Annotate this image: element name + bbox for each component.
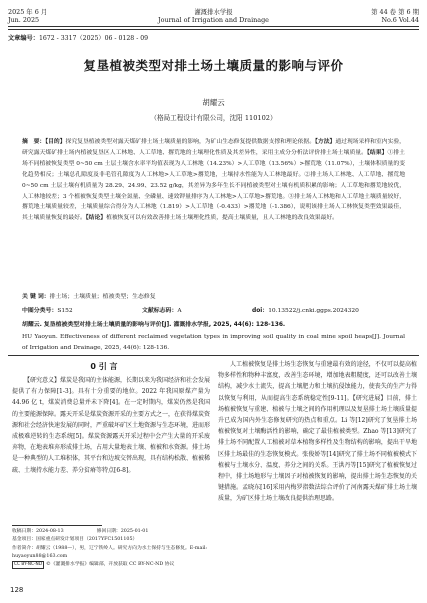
doi-label: doi： <box>252 308 269 314</box>
keywords-label: 关 键 词： <box>22 294 50 300</box>
citation-cn <box>22 320 405 331</box>
footnote-rule <box>12 525 102 526</box>
doc-code-label: 文献标志码： <box>142 308 178 314</box>
keywords-value: 排土场；土壤质量；植被类型；生态修复 <box>49 294 156 300</box>
keywords <box>22 291 405 300</box>
footnote-fund <box>12 536 212 544</box>
fund-label: 基金项目： <box>12 537 36 543</box>
journal-name-cn: 灌溉排水学报 <box>194 8 233 16</box>
revised-label: 修回日期： <box>96 529 121 534</box>
article-number-label: 文章编号： <box>8 35 39 42</box>
header-rule-thick <box>8 26 419 27</box>
doc-code-value: A <box>177 308 182 314</box>
fund-text: 国家重点研发计划项目（2017YFC1501105） <box>36 537 138 543</box>
citation-en: HU Yaoyun. Effectiveness of different reclaimed vegetation types in improving soil quality in coal mine spoil heaps[J]. Journal of Irrigation and Drainage, 2025, 44(6): 128-136. <box>22 334 405 351</box>
header-right <box>371 8 419 24</box>
classification-line <box>22 305 405 314</box>
clc-label: 中图分类号： <box>22 308 58 314</box>
clc-value: S152 <box>57 308 73 314</box>
intro-paragraph-right: 人工植被恢复是排土场生态恢复与重建最有效的途径，不仅可以提高植物多样性和物种丰富度，改善生态环境，增加地表粗糙度，还可以改善土壤结构，减少水土流失，提高土壤肥力和土壤抗侵蚀能力，使丧失的生产力得以恢复与利用，从而提高生态系统稳定性[9-11]。【研究进展】目前，排土场植被恢复与重建、植被与土壤之间的作用机理以及复垦排土场土壤质量提升已成为国内外生态修复研究的热点和重点。Li 等[12]研究了复垦排土场植被恢复对土壤酶活性的影响，确定了最佳植被类型。Zhao 等[13]研究了排土场不同配置人工植被对草本植物多样性及生物结构的影响，提出干旱地区排土场最佳的生态恢复模式。张俊娇等[14]研究了排土场不同植被模式下植被与土壤水分、温度、养分之间的关系。王洪丹等[15]研究了植被恢复过程中，排土场地形与土壤因子对植被恢复的影响，提出排土场生态恢复的关键措施。孟晓东[16]采用内梅罗指数法综合评价了河南露天煤矿排土场土壤质量，为矿区排土场土壤改良提供治理思路。 <box>218 361 417 503</box>
revised-date: 2025-01-01 <box>120 529 149 534</box>
intro-heading: 0 引 言 <box>90 362 118 371</box>
journal-name-en: Journal of Irrigation and Drainage <box>158 16 269 24</box>
article-number <box>8 33 148 42</box>
article-number-value: 1672 - 3317（2025）06 - 0128 - 09 <box>38 35 149 42</box>
footnote-license <box>12 561 212 569</box>
author-affiliation: （格局工程设计有限公司，沈阳 110102） <box>150 114 277 122</box>
header-date-cn: 2025 年 6 月 <box>8 8 48 16</box>
abstract-objective: 探究复垦植被类型对露天煤矿排土场土壤质量的影响，为矿山生态修复提供数据支撑和理论依据。 <box>65 139 316 145</box>
received-date: 2024-08-13 <box>36 529 64 534</box>
footnote <box>12 528 212 569</box>
header-center <box>0 8 427 24</box>
citation-cn-author: 胡耀云. <box>22 322 42 328</box>
header-volume-en: No.6 Vol.44 <box>381 16 419 24</box>
header-date-en: Jun. 2025 <box>8 16 40 24</box>
author-name: 胡耀云 <box>202 98 225 107</box>
header-volume-cn: 第 44 卷 第 6 期 <box>371 8 419 16</box>
section-divider <box>8 355 419 356</box>
received-label: 收稿日期： <box>12 529 36 534</box>
abstract-label: 摘 要： <box>22 139 46 145</box>
abstract-objective-tag: 【目的】 <box>45 139 66 145</box>
abstract-conclusion-tag: 【结论】 <box>85 215 107 222</box>
page-number: 128 <box>10 586 24 594</box>
abstract <box>22 137 405 224</box>
bio-text: 胡耀云（1988—），男，辽宁铁岭人。研究方向为水土保持与生态修复。E-mail: huyaoyun88@163.com <box>12 545 208 559</box>
header-rule-thin <box>8 29 419 30</box>
intro-paragraph-left: 【研究意义】煤炭是我国的主体能源，长期以来为我国经济和社会发展提供了有力保障[1-3]。具有十分重要的地位。2022 年我国原煤产量为 44.96 亿 t，煤炭消费总量并未下降[4]。在一定时期内，煤炭仍然是我国的主要能源保障。露天开采是煤炭资源开采的主要方式之一，在获得煤炭资源和社会经济快速发展的同时，严重破坏矿区土地资源与生态环境，进而形成极难逆转的生态系统[5]。煤炭资源露天开采过程中会产生大量的开采废弃物，在地表堆弃形成排土场，占用大量地表土壤、植被和水资源。排土场是一种典型的人工堆积体，其平台和边坡交替出现，具有结构松散、植被稀疏、土壤持水能力差、养分贫瘠等特点[6-8]。 <box>12 377 211 474</box>
abstract-result: ①排土场不同植被恢复类型 0~50 cm 土层土壤含水率平均值表现为人工林地（14.23%）>人工草地（13.56%）>撂荒地（11.07%），土壤体积质量的变化趋势相反；土壤总孔隙度及非毛管孔隙度为人工林地>人工草地>撂荒地，土壤持水性能为人工林地最好。②排土场人工林地、人工草地、撂荒地 0~50 cm 土层土壤有机质量为 28.29、24.99、23.52 g/kg，其差异为多年生长不同植被类型对土壤有机质积累的影响；人工草地和撂荒地较优，人工林地较差；3 个植被恢复类型土壤全氮量、全磷量、速效钾量排序为人工林地>人工草地>撂荒地。③排土场人工林地和人工草地土壤质量较好，撂荒地土壤质量较差，土壤质量综合得分为人工林地（1.819）>人工草地（-0.433）>撂荒地（-1.386），说明该排土场人工林恢复类型效果最佳，其土壤质量恢复的最好。 <box>22 149 405 222</box>
license-text: ©《灌溉排水学报》编辑部，开放获取 CC BY-NC-ND 协议 <box>46 562 175 568</box>
abstract-result-tag: 【结果】 <box>366 149 388 156</box>
bio-label: 作者简介： <box>12 545 36 551</box>
cc-license-icon: CC BY-NC-ND <box>14 562 43 568</box>
abstract-conclusion: 植被恢复可以有效改善排土场土壤理化性质，提高土壤质量，且人工林地的改良效果最好。 <box>106 215 338 222</box>
footnote-bio <box>12 545 212 562</box>
footnote-dates <box>12 528 212 536</box>
abstract-method-tag: 【方法】 <box>315 139 336 145</box>
abstract-method: 通过现场采样和室内实验，研究露天煤矿排土场内植被复垦区人工林地、人工草地、撂荒地的土壤理化性质及其差异性，采用主成分分析法评价排土场土壤质量。 <box>22 139 405 156</box>
citation-cn-text: 复垦植被类型对排土场土壤质量的影响与评价[J]. 灌溉排水学报, 2025, 44(6): 128-136. <box>43 322 286 328</box>
paper-title: 复垦植被类型对排土场土壤质量的影响与评价 <box>83 58 344 73</box>
doi-link[interactable]: 10.13522/j.cnki.ggps.2024320 <box>268 308 359 314</box>
